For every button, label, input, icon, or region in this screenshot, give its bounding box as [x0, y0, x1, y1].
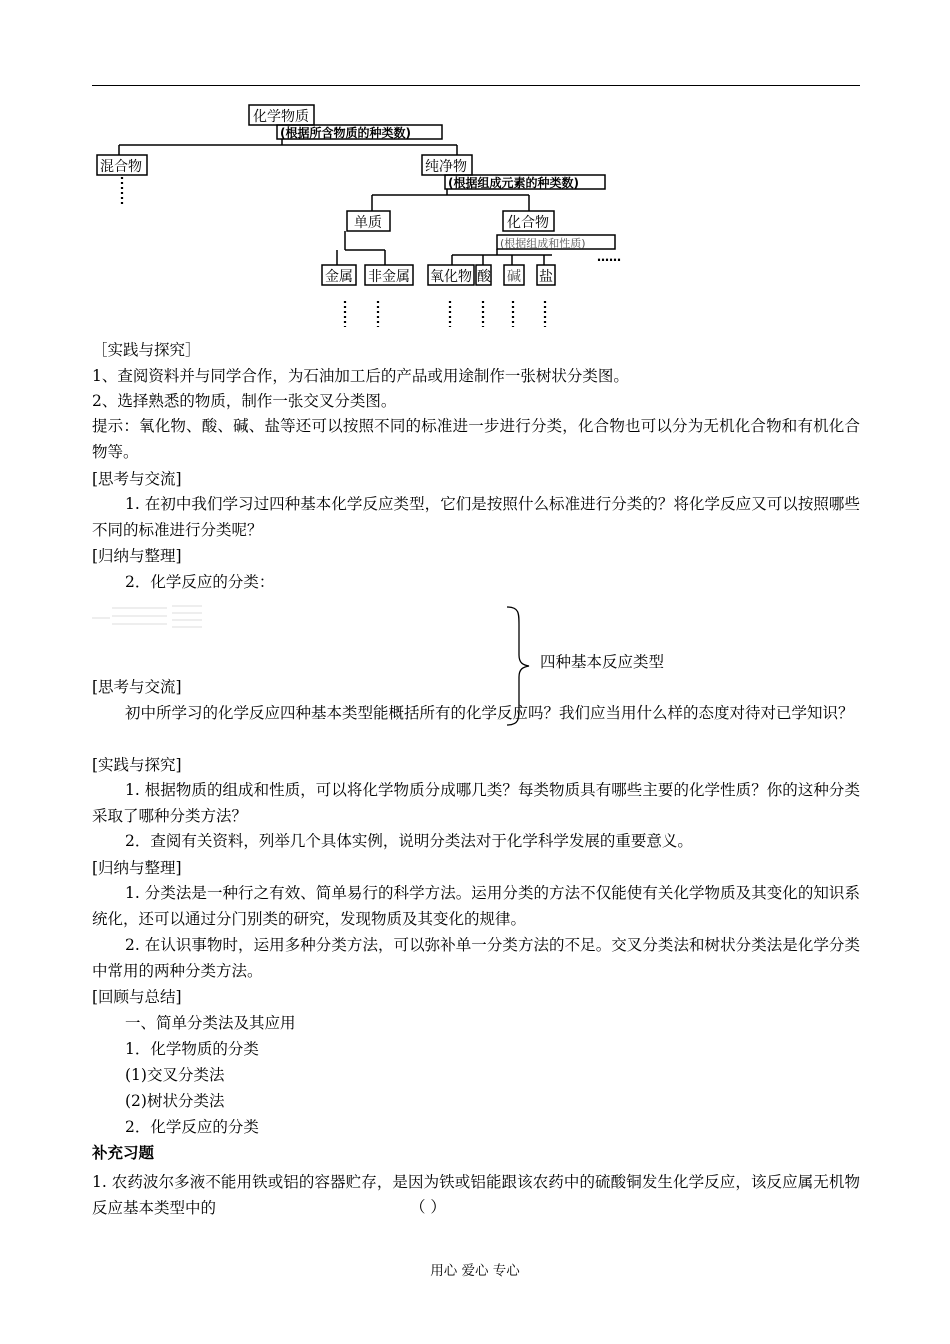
tree-oxide: 氧化物	[430, 269, 472, 285]
section-heading: [回顾与总结]	[92, 988, 182, 1006]
paragraph: 1、查阅资料并与同学合作，为石油加工后的产品或用途制作一张树状分类图。	[92, 367, 629, 385]
brace-label: 四种基本反应类型	[540, 653, 665, 671]
tree-pure: 纯净物	[425, 159, 467, 175]
tree-root: 化学物质	[253, 109, 309, 125]
header-rule	[92, 85, 860, 86]
paragraph: 一、简单分类法及其应用	[125, 1014, 296, 1032]
tree-salt: 盐	[539, 269, 553, 285]
classification-tree	[92, 95, 652, 335]
paragraph: 1．化学物质的分类	[125, 1040, 259, 1058]
section-heading: [思考与交流]	[92, 678, 182, 696]
page-footer: 用心 爱心 专心	[430, 1263, 520, 1279]
tree-nonmetal: 非金属	[368, 269, 410, 285]
paragraph: 2．查阅有关资料，列举几个具体实例，说明分类法对于化学科学发展的重要意义。	[125, 832, 693, 850]
tree-root-criterion: (根据所含物质的种类数)	[280, 126, 411, 140]
paragraph: (2)树状分类法	[125, 1092, 225, 1110]
tree-pure-criterion: (根据组成元素的种类数)	[448, 176, 579, 190]
paragraph: 1. 在初中我们学习过四种基本化学反应类型，它们是按照什么标准进行分类的？将化学反应又可以按照哪些不同的标准进行分类呢？	[92, 495, 860, 539]
exercise-question: 1. 农药波尔多液不能用铁或铝的容器贮存，是因为铁或铝能跟该农药中的硫酸铜发生化学反应，该反应属无机物反应基本类型中的	[92, 1173, 860, 1217]
exercise-heading: 补充习题	[92, 1144, 155, 1162]
section-heading: [归纳与整理]	[92, 859, 182, 877]
tree-metal: 金属	[325, 269, 353, 285]
paragraph: (1)交叉分类法	[125, 1066, 225, 1084]
section-heading: [归纳与整理]	[92, 547, 182, 565]
tree-ellipsis: ……	[597, 250, 621, 264]
paragraph: 2．化学反应的分类	[125, 1118, 259, 1136]
tree-acid: 酸	[477, 269, 491, 285]
paragraph: 2. 在认识事物时，运用多种分类方法，可以弥补单一分类方法的不足。交叉分类法和树状分类法是化学分类中常用的两种分类方法。	[92, 936, 860, 980]
tree-base: 碱	[507, 269, 521, 285]
paragraph: 2．化学反应的分类：	[125, 573, 275, 591]
tree-compound-criterion: (根据组成和性质)	[500, 237, 586, 250]
paragraph: 初中所学习的化学反应四种基本类型能概括所有的化学反应吗？我们应当用什么样的态度对待对已学知识？	[125, 704, 854, 722]
paragraph: 2、选择熟悉的物质，制作一张交叉分类图。	[92, 392, 397, 410]
answer-paren: （ ）	[410, 1198, 446, 1216]
paragraph: 1. 根据物质的组成和性质，可以将化学物质分成哪几类？每类物质具有哪些主要的化学性质？你的这种分类采取了哪种分类方法？	[92, 781, 860, 825]
section-heading: [实践与探究]	[92, 756, 182, 774]
tree-mixture: 混合物	[100, 159, 142, 175]
section-heading: [思考与交流]	[92, 470, 182, 488]
paragraph: 提示：氧化物、酸、碱、盐等还可以按照不同的标准进一步进行分类，化合物也可以分为无机化合物和有机化合物等。	[92, 417, 860, 461]
faint-diagram-image	[92, 604, 207, 632]
section-heading: ［实践与探究］	[92, 341, 201, 359]
paragraph: 1. 分类法是一种行之有效、简单易行的科学方法。运用分类的方法不仅能使有关化学物质及其变化的知识系统化，还可以通过分门别类的研究，发现物质及其变化的规律。	[92, 884, 860, 928]
tree-element: 单质	[354, 215, 382, 231]
tree-compound: 化合物	[507, 215, 549, 231]
